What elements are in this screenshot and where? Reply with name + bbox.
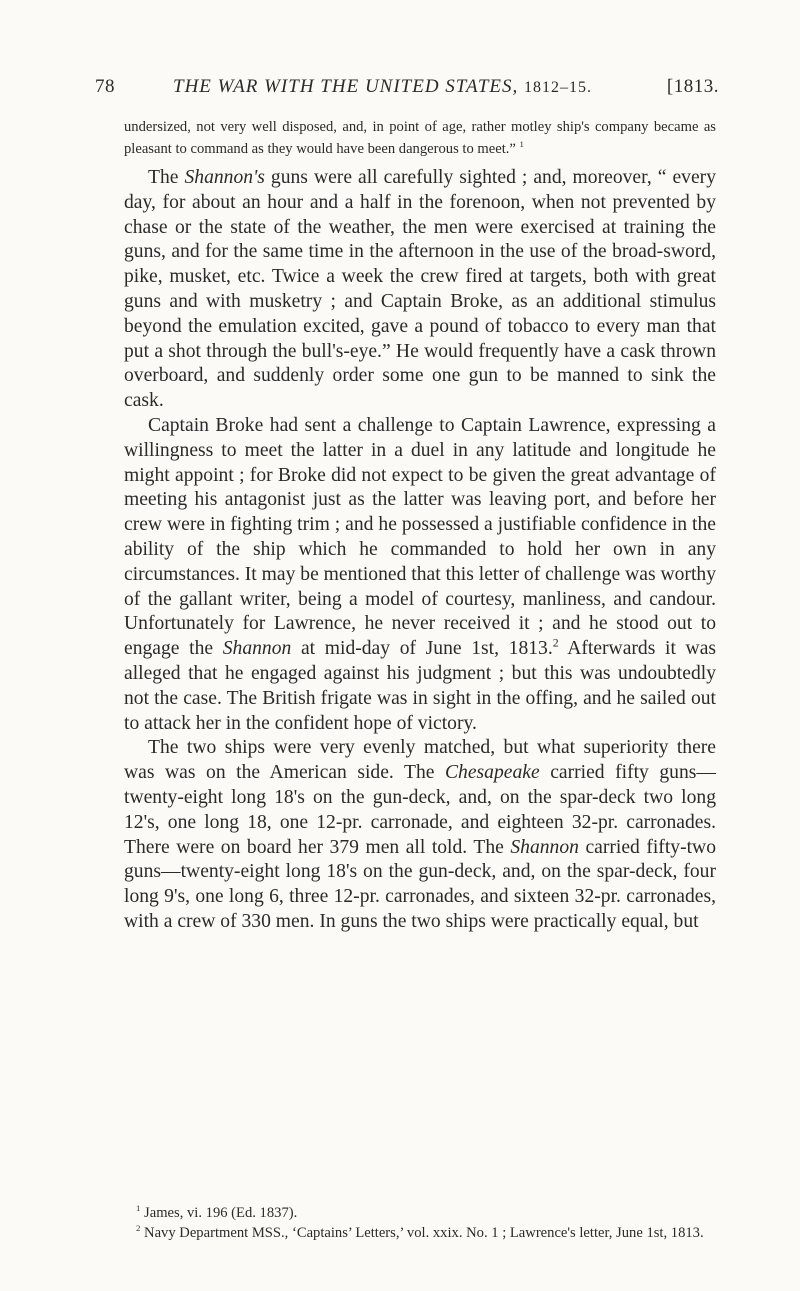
footnote-2-text: Navy Department MSS., ‘Captains’ Letters,’ vol. xxix. No. 1 ; Lawrence's letter, June 1st, 1813. (144, 1225, 704, 1241)
ship-name-chesapeake: Chesapeake (444, 762, 540, 784)
paragraph-1-text-b: guns were all carefully sighted ; and, moreover, “ every day, for about an hour and a half in the forenoon, when not prevented by chase or the state of the weather, the men were exercised at training the guns, and for the same time in the afternoon in the use of the broad-sword, pike, musket, etc. Twice a week the crew fired at targets, both with great guns and with musketry ; and Captain Broke, as an additional stimulus beyond the emulation excited, gave a pound of tobacco to every man that put a shot through the bull's-eye.” He would frequently have a cask thrown overboard, and suddenly order some one gun to be manned to sink the cask. (124, 167, 716, 412)
footnote-2-mark: 2 (136, 1223, 141, 1234)
page-number: 78 (95, 76, 115, 97)
quoted-continuation-text: undersized, not very well disposed, and, in point of age, rather motley ship's company became as pleasant to command as they would have been dangerous to meet.” (124, 119, 716, 157)
footnotes (124, 1203, 716, 1243)
footnote-ref-2: 2 (552, 636, 559, 650)
paragraph-2 (124, 414, 716, 736)
ship-name-shannon: Shannon's (184, 167, 265, 188)
paragraph-3-text-a: The two ships were very evenly matched, but what superiority there was was on the American side. The (124, 737, 716, 784)
paragraph-1 (124, 166, 716, 414)
paragraph-3-text-c: carried fifty-two guns—twenty-eight long 18's on the gun-deck, and, on the spar-deck, four long 9's, one long 6, three 12-pr. carronades, and sixteen 32-pr. carronades, with a crew of 330 men. In guns the two ships were practically equal, but (124, 836, 716, 932)
footnote-2 (124, 1223, 716, 1243)
running-title-text: THE WAR WITH THE UNITED STATES, (173, 76, 519, 97)
body-text (124, 166, 716, 935)
quoted-continuation (124, 116, 716, 160)
paragraph-1-text-a: The (148, 167, 185, 188)
running-header (95, 76, 719, 106)
paragraph-2-text-b: at mid-day of June 1st, 1813. (291, 638, 553, 660)
paragraph-2-text-c: Afterwards it was alleged that he engaged against his judgment ; but this was undoubtedly not the case. The British frigate was in sight in the offing, and he sailed out to attack her in the confident hope of victory. (124, 638, 717, 734)
ship-name-shannon: Shannon (510, 836, 579, 858)
paragraph-2-text-a: Captain Broke had sent a challenge to Captain Lawrence, expressing a willingness to meet the latter in a duel in any latitude and longitude he might appoint ; for Broke did not expect to be given the great advantage of meeting his antagonist just as the latter was leaving port, and before her crew were in fighting trim ; and he possessed a justifiable confidence in the ability of the ship which he commanded to hold her own in any circumstances. It may be mentioned that this letter of challenge was worthy of the gallant writer, being a model of courtesy, manliness, and candour. Unfortunately for Lawrence, he never received it ; and he stood out to engage the (124, 414, 716, 660)
footnote-1-text: James, vi. 196 (Ed. 1837). (144, 1205, 298, 1221)
footnote-ref-1: 1 (519, 139, 524, 150)
footnote-1 (124, 1203, 716, 1223)
footnote-1-mark: 1 (136, 1203, 141, 1214)
ship-name-shannon: Shannon (222, 638, 292, 660)
running-title (173, 76, 592, 98)
paragraph-3-text-b: carried fifty guns—twenty-eight long 18's on the gun-deck, and, on the spar-deck two long 12's, one long 18, one 12-pr. carronade, and eighteen 32-pr. carronades. There were on board her 379 men all told. The (124, 762, 716, 858)
running-title-years: 1812–15. (524, 79, 593, 96)
running-header-year: [1813. (666, 76, 719, 97)
paragraph-3 (124, 736, 716, 934)
